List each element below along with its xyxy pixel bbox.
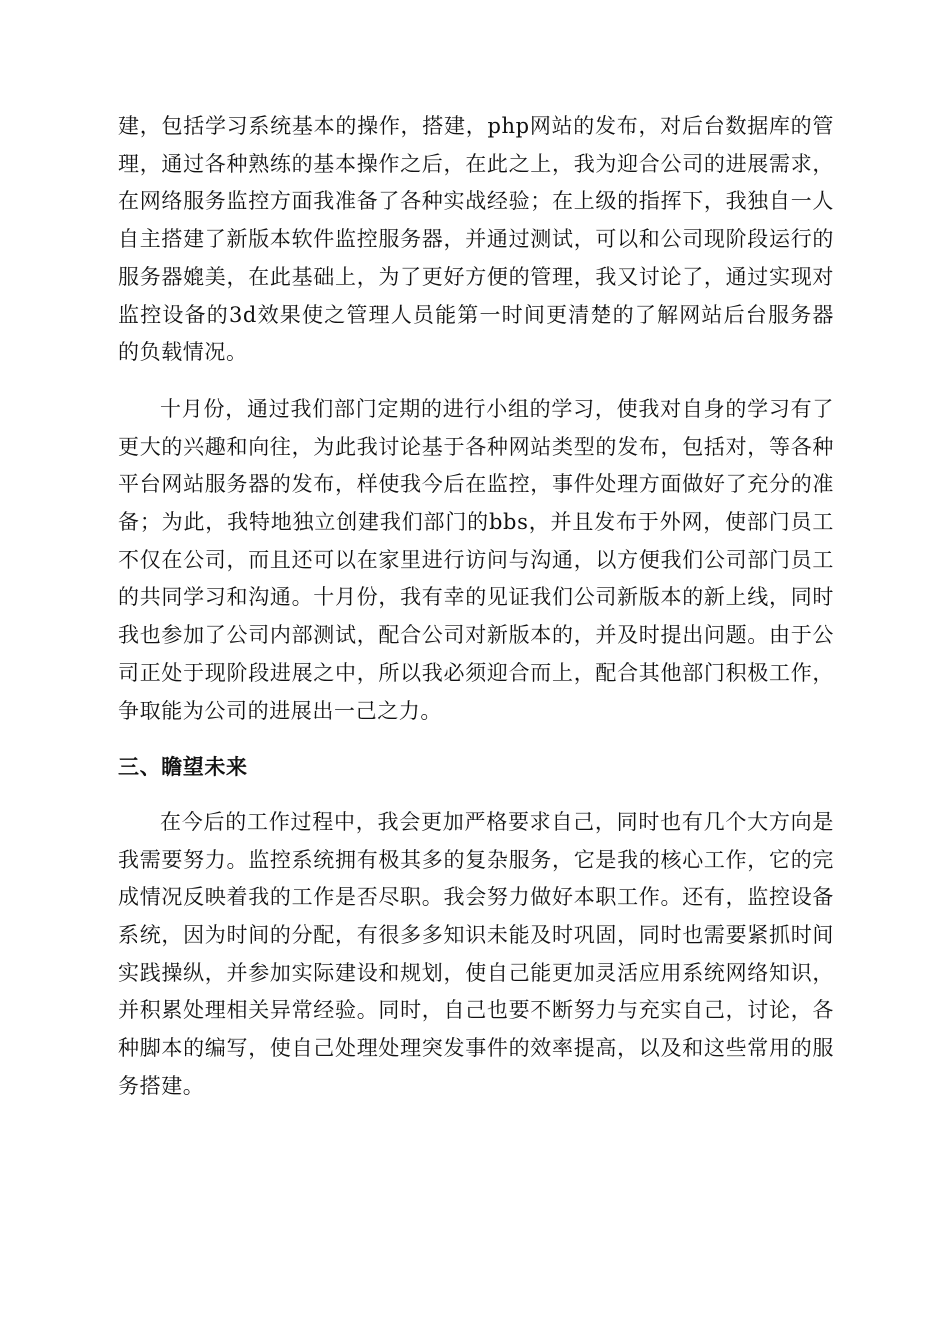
paragraph-continuation: 建，包括学习系统基本的操作，搭建，php网站的发布，对后台数据库的管理，通过各种熟练的基本操作之后，在此之上，我为迎合公司的进展需求，在网络服务监控方面我准备了各种实战经验；在上级的指挥下，我独自一人自主搭建了新版本软件监控服务器，并通过测试，可以和公司现阶段运行的服务器媲美，在此基础上，为了更好方便的管理，我又讨论了，通过实现对监控设备的3d效果使之管理人员能第一时间更清楚的了解网站后台服务器的负载情况。 (118, 114, 834, 365)
paragraph-future-plans: 在今后的工作过程中，我会更加严格要求自己，同时也有几个大方向是我需要努力。监控系统拥有极其多的复杂服务，它是我的核心工作，它的完成情况反映着我的工作是否尽职。我会努力做好本职工作。还有，监控设备系统，因为时间的分配，有很多多知识未能及时巩固，同时也需要紧抓时间实践操纵，并参加实际建设和规划，使自己能更加灵活应用系统网络知识，并积累处理相关异常经验。同时，自己也要不断努力与充实自己，讨论，各种脚本的编写，使自己处理处理突发事件的效率提高，以及和这些常用的服务搭建。 (118, 809, 834, 1098)
document-page (118, 108, 834, 1106)
paragraph-october: 十月份，通过我们部门定期的进行小组的学习，使我对自身的学习有了更大的兴趣和向往，为此我讨论基于各种网站类型的发布，包括对，等各种平台网站服务器的发布，样使我今后在监控，事件处理方面做好了充分的准备；为此，我特地独立创建我们部门的bbs，并且发布于外网，使部门员工不仅在公司，而且还可以在家里进行访问与沟通，以方便我们公司部门员工的共同学习和沟通。十月份，我有幸的见证我们公司新版本的新上线，同时我也参加了公司内部测试，配合公司对新版本的，并及时提出问题。由于公司正处于现阶段进展之中，所以我必须迎合而上，配合其他部门积极工作，争取能为公司的进展出一己之力。 (118, 396, 834, 723)
section-heading-future: 三、瞻望未来 (118, 755, 248, 780)
